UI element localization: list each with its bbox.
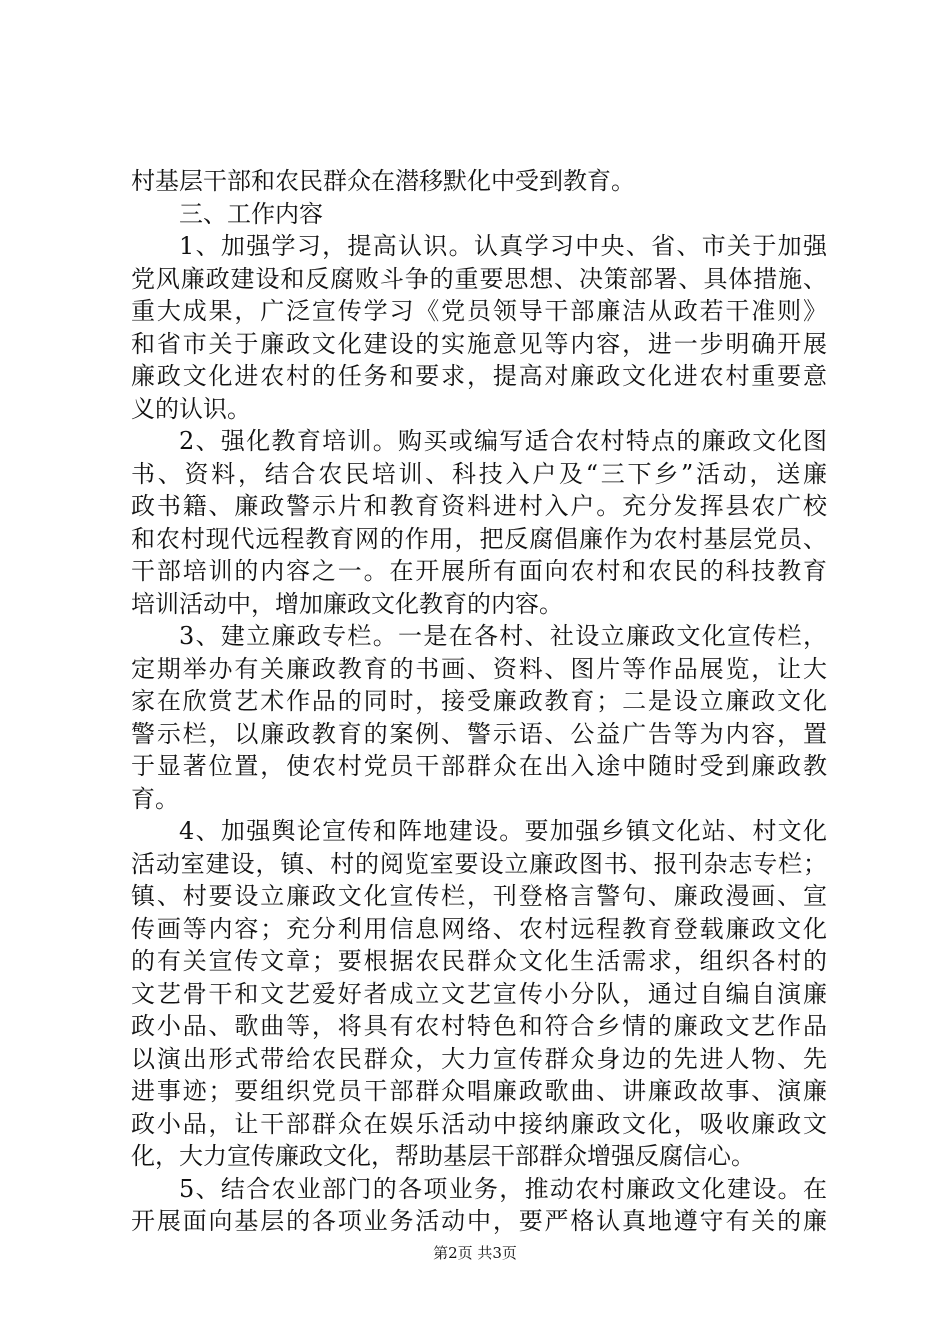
text-line: 传画等内容；充分利用信息网络、农村远程教育登载廉政文化 bbox=[131, 914, 827, 943]
text-line: 培训活动中，增加廉政文化教育的内容。 bbox=[131, 589, 563, 618]
text-line: 于显著位置，使农村党员干部群众在出入途中随时受到廉政教 bbox=[131, 752, 827, 780]
text-line: 政小品，让干部群众在娱乐活动中接纳廉政文化，吸收廉政文 bbox=[131, 1109, 827, 1138]
text-line: 和省市关于廉政文化建设的实施意见等内容，进一步明确开展 bbox=[131, 329, 827, 358]
text-line: 化，大力宣传廉政文化，帮助基层干部群众增强反腐信心。 bbox=[131, 1142, 755, 1170]
text-line: 干部培训的内容之一。在开展所有面向农村和农民的科技教育 bbox=[131, 557, 827, 585]
text-line: 党风廉政建设和反腐败斗争的重要思想、决策部署、具体措施、 bbox=[131, 264, 827, 293]
text-line: 4、加强舆论宣传和阵地建设。要加强乡镇文化站、村文化 bbox=[179, 817, 827, 845]
text-line: 5、结合农业部门的各项业务，推动农村廉政文化建设。在 bbox=[179, 1174, 827, 1203]
text-line: 政小品、歌曲等，将具有农村特色和符合乡情的廉政文艺作品 bbox=[131, 1012, 827, 1040]
text-line: 廉政文化进农村的任务和要求，提高对廉政文化进农村重要意 bbox=[131, 362, 827, 390]
text-line: 村基层干部和农民群众在潜移默化中受到教育。 bbox=[131, 167, 635, 195]
text-line: 开展面向基层的各项业务活动中，要严格认真地遵守有关的廉 bbox=[131, 1207, 827, 1235]
text-line: 2、强化教育培训。购买或编写适合农村特点的廉政文化图 bbox=[179, 427, 827, 455]
text-line: 书、资料，结合农民培训、科技入户及“三下乡”活动，送廉 bbox=[131, 459, 827, 488]
text-line: 义的认识。 bbox=[131, 394, 251, 423]
text-line: 警示栏，以廉政教育的案例、警示语、公益广告等为内容，置 bbox=[131, 719, 827, 748]
text-line: 3、建立廉政专栏。一是在各村、社设立廉政文化宣传栏， bbox=[179, 622, 827, 650]
text-line: 政书籍、廉政警示片和教育资料进村入户。充分发挥县农广校 bbox=[131, 492, 827, 520]
text-line: 家在欣赏艺术作品的同时，接受廉政教育；二是设立廉政文化 bbox=[131, 687, 827, 715]
text-line: 活动室建设，镇、村的阅览室要设立廉政图书、报刊杂志专栏； bbox=[131, 849, 827, 878]
document-body bbox=[131, 165, 827, 1238]
text-line: 以演出形式带给农民群众，大力宣传群众身边的先进人物、先 bbox=[131, 1044, 827, 1073]
text-line: 重大成果，广泛宣传学习《党员领导干部廉洁从政若干准则》 bbox=[131, 297, 827, 325]
text-line: 育。 bbox=[131, 784, 179, 813]
text-line: 定期举办有关廉政教育的书画、资料、图片等作品展览，让大 bbox=[131, 654, 827, 683]
text-line: 的有关宣传文章；要根据农民群众文化生活需求，组织各村的 bbox=[131, 947, 827, 975]
text-line: 文艺骨干和文艺爱好者成立文艺宣传小分队，通过自编自演廉 bbox=[131, 979, 827, 1008]
text-line: 镇、村要设立廉政文化宣传栏，刊登格言警句、廉政漫画、宣 bbox=[131, 882, 827, 910]
text-line: 和农村现代远程教育网的作用，把反腐倡廉作为农村基层党员、 bbox=[131, 524, 827, 553]
page-number-footer: 第2页 共3页 bbox=[433, 1244, 517, 1262]
text-line: 进事迹；要组织党员干部群众唱廉政歌曲、讲廉政故事、演廉 bbox=[131, 1077, 827, 1105]
section-heading: 三、工作内容 bbox=[179, 199, 323, 228]
text-line: 1、加强学习，提高认识。认真学习中央、省、市关于加强 bbox=[179, 232, 827, 260]
